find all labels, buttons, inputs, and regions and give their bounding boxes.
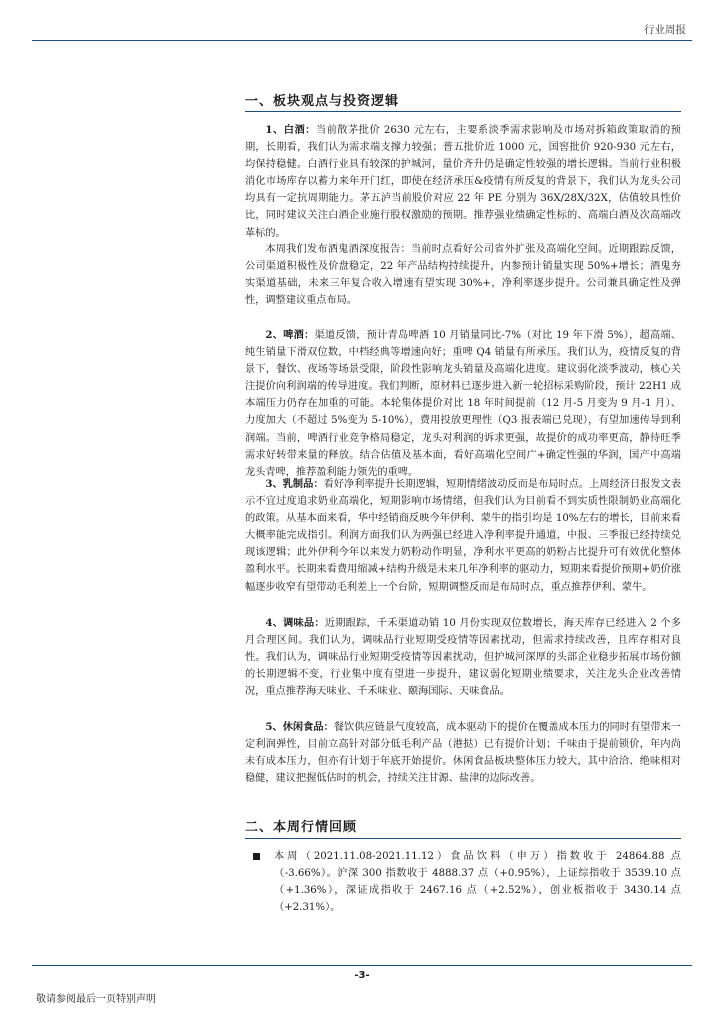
paragraph-condiments <box>245 615 681 700</box>
paragraph-text: 餐饮供应链景气度较高，成本驱动下的提价在覆盖成本压力的同时有望带来一定利润弹性，目前立高针对部分低毛利产品（港挞）已有提价计划；千味由于提前锁价，年内尚未有成本压力，但亦有计划于年底开始提价。休闲食品板块整体压力较大，其中洽洽、绝味相对稳健，建议把握低估时的机会，持续关注甘源、盐津的边际改善。 <box>245 722 681 785</box>
disclaimer-note: 敬请参阅最后一页特别声明 <box>36 994 156 1005</box>
paragraph-text: 看好净利率提升长期逻辑，短期情绪波动反而是布局时点。上周经济日报发文表示不宜过度追求奶业高端化，短期影响市场情绪，但我们认为目前看不到实质性限制奶业高端化的政策。从基本面来看，华中经销商反映今年伊利、蒙牛的指引均是 10%左右的增长，目前来看大概率能完成指引。利润方面我们认为两强已经进入净利率提升通道，中报、三季报已经持续兑现该逻辑；此外伊利今年以来发力奶粉动作明显，净利水平更高的奶粉占比提升可有效优化整体盈利水平。长期来看费用缩减+结构升级是未来几年净利率的驱动力，短期来看提价预期+奶价涨幅逐步收窄有望带动毛利差上一个台阶，短期调整反而是布局时点，重点推荐伊利、蒙牛。 <box>245 479 682 593</box>
paragraph-beer <box>245 327 681 481</box>
market-review-item <box>253 848 681 916</box>
market-review-text: 本周（2021.11.08-2021.11.12）食品饮料（申万）指数收于 24864.88 点（-3.66%）。沪深 300 指数收于 4888.37 点（+0.95%），上证综指收于 3539.10 点（+1.36%），深证成指收于 2467.16 点（+2.52%），创业板指收于 3430.14 点（+2.31%）。 <box>274 851 681 914</box>
paragraph-lead: 4、调味品： <box>265 617 325 629</box>
section-divider <box>245 111 681 112</box>
square-bullet-icon <box>253 853 260 860</box>
page-number: -3- <box>354 970 370 981</box>
section-divider <box>245 838 681 839</box>
footer-divider <box>32 965 692 966</box>
report-type-tag: 行业周报 <box>644 24 686 36</box>
paragraph-text: 近期跟踪，千禾渠道动销 10 月份实现双位数增长，海天库存已经进入 2 个多月合理区间。我们认为，调味品行业短期受疫情等因素扰动，但需求持续改善，且库存相对良性。我们认为，调味品行业短期受疫情等因素扰动，但护城河深厚的头部企业稳步拓展市场份额的长期逻辑不变，行业集中度有望进一步提升，建议弱化短期业绩要求，关注龙头企业改善情况，重点推荐海天味业、千禾味业、颐海国际、天味食品。 <box>245 618 681 698</box>
paragraph-dairy <box>245 476 681 596</box>
page-header <box>0 0 724 40</box>
paragraph-text: 本周我们发布酒鬼酒深度报告：当前时点看好公司省外扩张及高端化空间。近期跟踪反馈，公司渠道积极性及价盘稳定，22 年产品结构持续提升，内参预计销量实现 50%+增长；酒鬼夯实渠道基础，未来三年复合收入增速有望实现 30%+，净利率逐步提升。公司兼具确定性及弹性，调整建议重点布局。 <box>245 244 681 307</box>
paragraph-lead: 1、白酒： <box>265 124 316 136</box>
paragraph-text: 当前散茅批价 2630 元左右，主要系淡季需求影响及市场对拆箱政策取消的预期，长期看，我们认为需求端支撑力较强；普五批价近 1000 元，国窖批价 920-930 元左右，均保持稳健。白酒行业具有较深的护城河，量价齐升仍是确定性较强的增长逻辑。当前行业积极消化市场库存以蓄力来年开门红，即使在经济承压&疫情有所反复的背景下，我们认为龙头公司均具有一定抗周期能力。茅五泸当前股价对应 22 年 PE 分别为 36X/28X/32X，估值较具性价比，同时建议关注白酒企业施行股权激励的预期。推荐强业绩确定性标的、高端白酒及次高端改革标的。 <box>245 125 681 239</box>
paragraph-text: 渠道反馈，预计青岛啤酒 10 月销量同比-7%（对比 19 年下滑 5%），超高端、纯生销量下滑双位数，中档经典等增速向好；重啤 Q4 销量有所承压。我们认为，疫情反复的背景下，餐饮、夜场等场景受限，阶段性影响龙头销量及高端化进度。建议弱化淡季波动，核心关注提价向利润端的传导进度。我们判断，原材料已逐步进入新一轮招标采购阶段，预计 22H1 成本端压力仍存在加重的可能。本轮集体提价对比 18 年时间提前（12 月-5 月变为 9 月-1 月）、力度加大（不超过 5%变为 5-10%），费用投放更理性（Q3 报表端已兑现），有望加速传导到利润端。当前，啤酒行业竞争格局稳定，龙头对利润的诉求更强，故提价的成功率更高，静待旺季需求好转带来量的释放。结合估值及基本面，看好高端化空间广+确定性强的华润，国产中高端龙头青啤，推荐盈利能力领先的重啤。 <box>245 330 682 478</box>
paragraph-lead: 3、乳制品： <box>265 478 324 490</box>
paragraph-lead: 2、啤酒： <box>265 329 315 341</box>
section-title-investment-logic: 一、板块观点与投资逻辑 <box>245 94 400 109</box>
section-title-market-review: 二、本周行情回顾 <box>245 820 358 835</box>
paragraph-lead: 5、休闲食品： <box>265 721 334 733</box>
paragraph-baijiu <box>245 122 681 242</box>
header-divider <box>32 40 692 41</box>
paragraph-snacks <box>245 719 681 787</box>
paragraph-jiuguijiu <box>245 241 681 309</box>
